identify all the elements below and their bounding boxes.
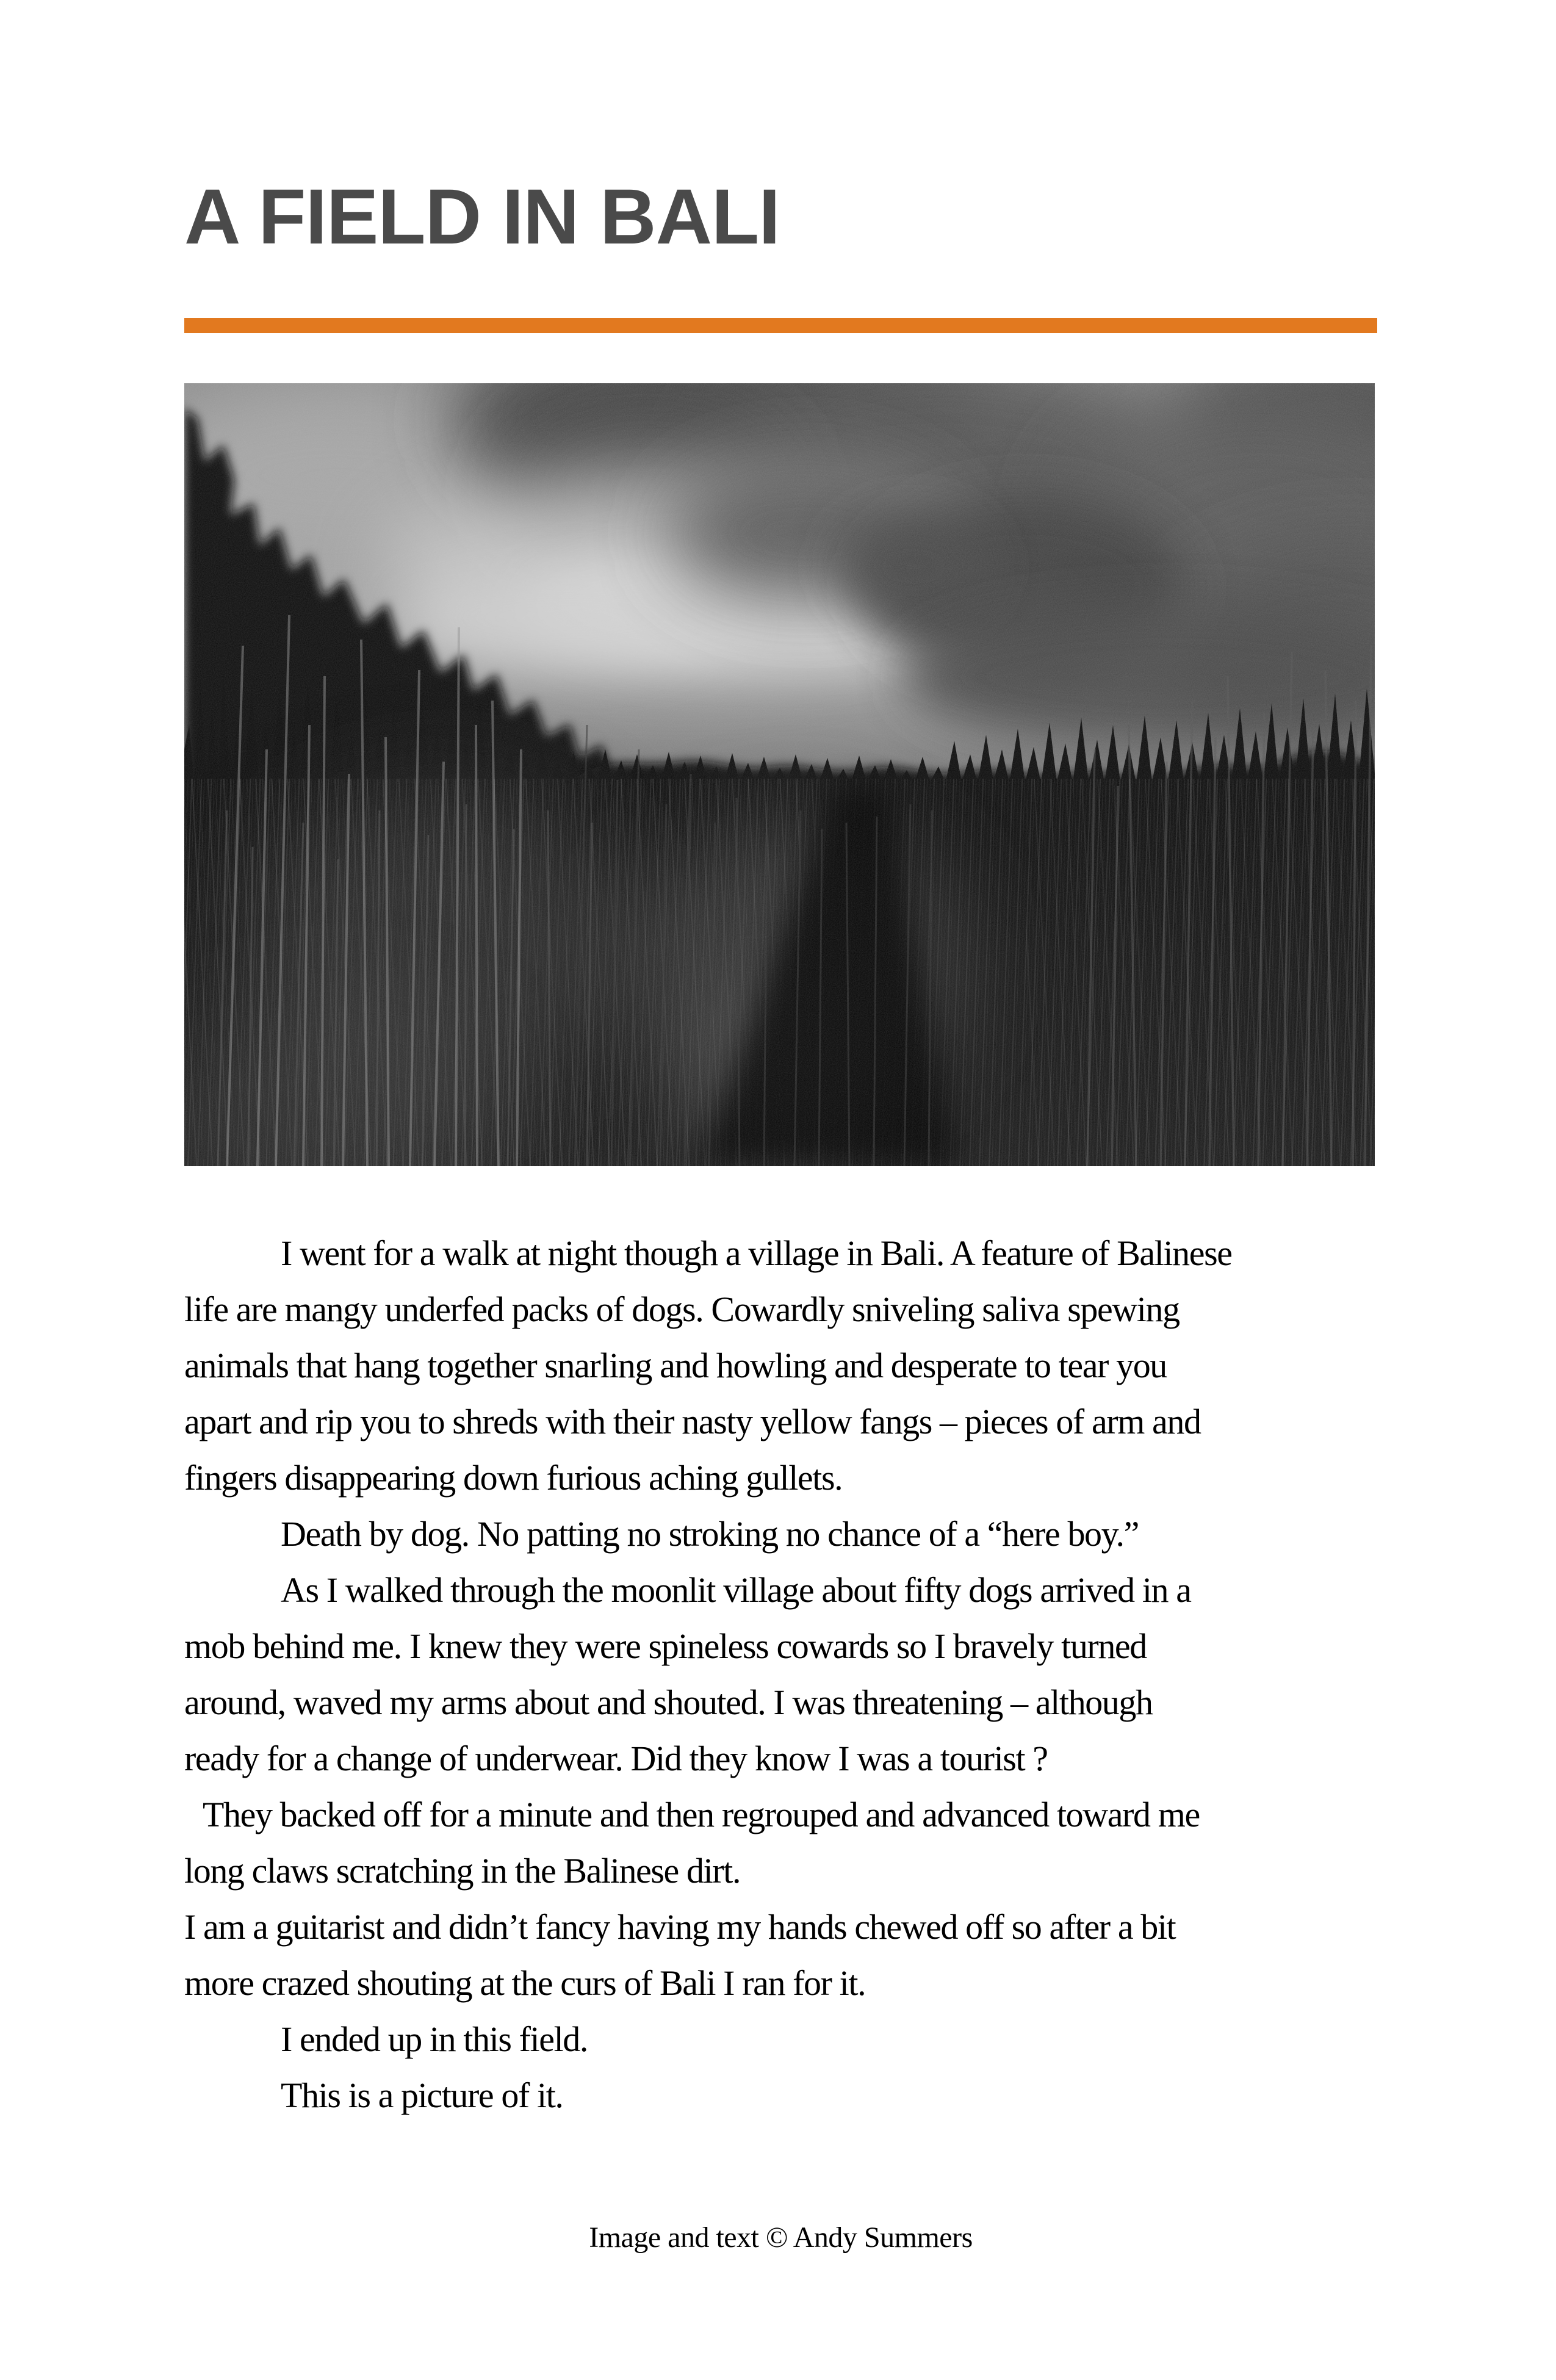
story-line: ready for a change of underwear. Did they know I was a tourist ? bbox=[184, 1739, 1048, 1778]
story-line: mob behind me. I knew they were spineless cowards so I bravely turned bbox=[184, 1626, 1147, 1666]
story-line: I ended up in this field. bbox=[281, 2019, 588, 2059]
story-line: fingers disappearing down furious aching gullets. bbox=[184, 1458, 843, 1498]
story-line: As I walked through the moonlit village about fifty dogs arrived in a bbox=[281, 1570, 1191, 1610]
story-line: This is a picture of it. bbox=[281, 2075, 563, 2115]
story-line: apart and rip you to shreds with their nasty yellow fangs – pieces of arm and bbox=[184, 1402, 1201, 1441]
story-line: life are mangy underfed packs of dogs. Cowardly sniveling saliva spewing bbox=[184, 1289, 1180, 1329]
story-line: They backed off for a minute and then regrouped and advanced toward me bbox=[203, 1795, 1200, 1834]
story-line: around, waved my arms about and shouted. I was threatening – although bbox=[184, 1682, 1153, 1722]
story-line: animals that hang together snarling and howling and desperate to tear you bbox=[184, 1346, 1167, 1385]
story-line: more crazed shouting at the curs of Bali I ran for it. bbox=[184, 1963, 866, 2003]
credit-line: Image and text © Andy Summers bbox=[589, 2221, 973, 2254]
page-title: A FIELD IN BALI bbox=[184, 173, 780, 261]
story-line: I am a guitarist and didn’t fancy having my hands chewed off so after a bit bbox=[184, 1907, 1176, 1947]
film-grain bbox=[184, 383, 1375, 1166]
story-line: long claws scratching in the Balinese dirt. bbox=[184, 1851, 741, 1891]
accent-divider bbox=[184, 318, 1377, 333]
story-line: I went for a walk at night though a village in Bali. A feature of Balinese bbox=[281, 1233, 1232, 1273]
field-photo-art bbox=[184, 383, 1375, 1166]
document-body bbox=[184, 0, 1377, 2254]
field-photo bbox=[184, 383, 1375, 1166]
story-text bbox=[184, 1225, 1377, 2124]
story-line: Death by dog. No patting no stroking no chance of a “here boy.” bbox=[281, 1514, 1139, 1554]
